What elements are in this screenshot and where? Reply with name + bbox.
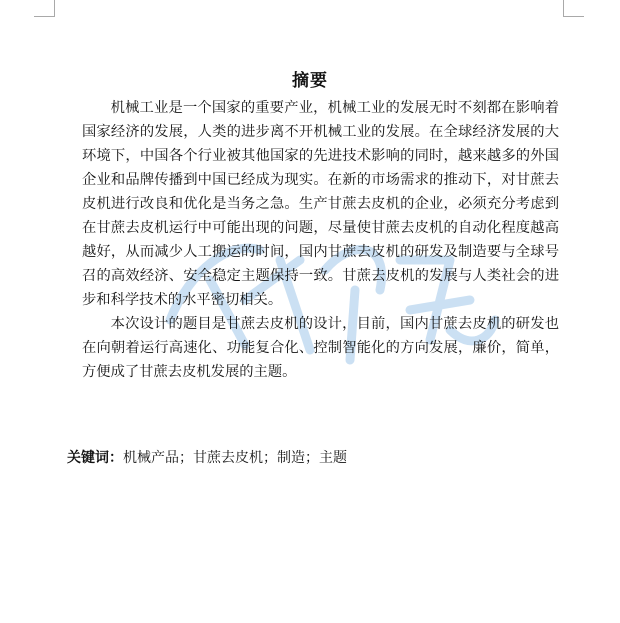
abstract-body — [82, 96, 559, 384]
crop-mark-top-right — [563, 0, 584, 17]
keywords-text: 机械产品；甘蔗去皮机；制造；主题 — [123, 450, 347, 466]
keywords-label: 关键词： — [67, 450, 123, 466]
abstract-paragraph: 本次设计的题目是甘蔗去皮机的设计，目前，国内甘蔗去皮机的研发也在向朝着运行高速化、功能复合化、控制智能化的方向发展，廉价，简单，方便成了甘蔗去皮机发展的主题。 — [82, 316, 559, 380]
page-title: 摘要 — [292, 71, 328, 91]
crop-mark-top-left — [34, 0, 55, 17]
abstract-paragraph: 机械工业是一个国家的重要产业，机械工业的发展无时不刻都在影响着国家经济的发展，人类的进步离不开机械工业的发展。在全球经济发展的大环境下，中国各个行业被其他国家的先进技术影响的同时，越来越多的外国企业和品牌传播到中国已经成为现实。在新的市场需求的推动下，对甘蔗去皮机进行改良和优化是当务之急。生产甘蔗去皮机的企业，必须充分考虑到在甘蔗去皮机运行中可能出现的问题，尽量使甘蔗去皮机的自动化程度越高越好，从而减少人工搬运的时间，国内甘蔗去皮机的研发及制造要与全球号召的高效经济、安全稳定主题保持一致。甘蔗去皮机的发展与人类社会的进步和科学技术的水平密切相关。 — [82, 100, 559, 308]
keywords-line — [67, 446, 347, 470]
